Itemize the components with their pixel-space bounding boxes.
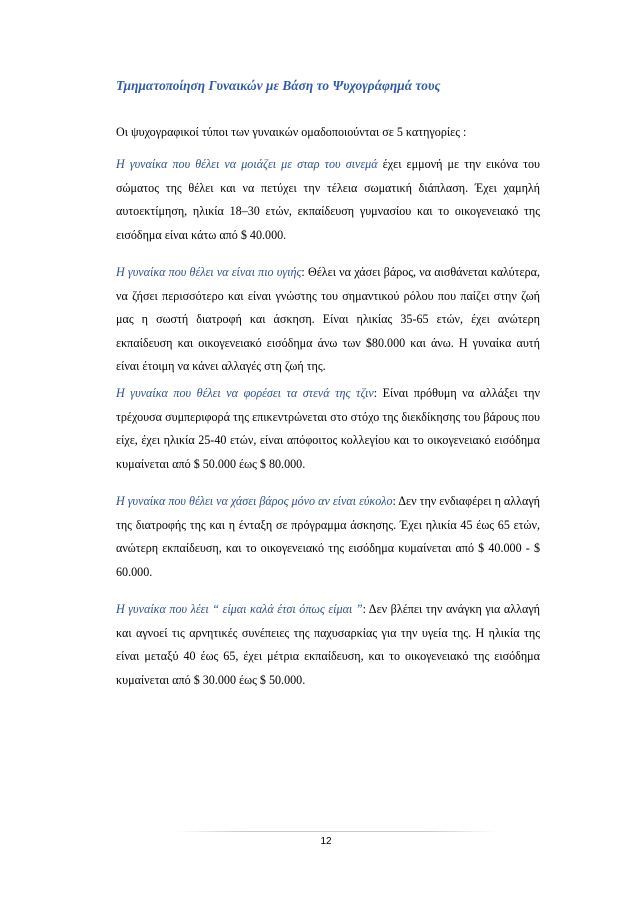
footer-divider — [176, 831, 496, 832]
paragraph-body: : Είναι πρόθυμη να αλλάξει την τρέχουσα συμπεριφορά της επικεντρώνεται στο στόχο της διεκδίκησης του βάρους που είχε, έχει ηλικία 25-40 ετών, είναι απόφοιτος κολλεγίου και το οικογενειακό εισόδημα κυμαίνεται από $ 50.000 έως $ 80.000. — [116, 386, 540, 471]
paragraph-lead: Η γυναίκα που θέλει να φορέσει τα στενά της τζιν — [116, 386, 374, 400]
paragraph-easy-type — [116, 490, 540, 584]
paragraph-jeans-type — [116, 382, 540, 476]
paragraph-lead: Η γυναίκα που λέει “ είμαι καλά έτσι όπως είμαι ” — [116, 602, 363, 616]
paragraph-lead: Η γυναίκα που θέλει να χάσει βάρος μόνο αν είναι εύκολο — [116, 494, 393, 508]
paragraph-star-type — [116, 153, 540, 247]
paragraph-body: : Δεν βλέπει την ανάγκη για αλλαγή και αγνοεί τις αρνητικές συνέπειες της παχυσαρκίας για την υγεία της. Η ηλικία της είναι μεταξύ 40 έως 65, έχει μέτρια εκπαίδευση, και το οικογενειακό της εισόδημα κυμαίνεται από $ 30.000 έως $ 50.000. — [116, 602, 540, 687]
intro-sentence: Οι ψυχογραφικοί τύποι των γυναικών ομαδοποιούνται σε 5 κατηγορίες : — [116, 125, 467, 139]
page-number: 12 — [320, 836, 332, 847]
section-heading: Τμηματοποίηση Γυναικών με Βάση το Ψυχογράφημά τους — [116, 78, 441, 93]
paragraph-healthy-type — [116, 261, 540, 379]
paragraph-lead: Η γυναίκα που θέλει να μοιάζει με σταρ του σινεμά — [116, 157, 378, 171]
paragraph-body: : Θέλει να χάσει βάρος, να αισθάνεται καλύτερα, να ζήσει περισσότερο και είναι γνώστης του σημαντικού ρόλου που παίζει στην ζωή μας η σωστή διατροφή και άσκηση. Είναι ηλικίας 35-65 ετών, έχει ανώτερη εκπαίδευση και οικογενειακό εισόδημα άνω των $80.000 και άνω. Η γυναίκα αυτή είναι έτοιμη να κάνει αλλαγές στη ζωή της. — [116, 265, 541, 373]
paragraph-content-type — [116, 598, 540, 692]
paragraph-body: έχει εμμονή με την εικόνα του σώματος της θέλει και να πετύχει την τέλεια σωματική διάπλαση. Έχει χαμηλή αυτοεκτίμηση, ηλικία 18–30 ετών, εκπαίδευση γυμνασίου και το οικογενειακό της εισόδημα είναι κάτω από $ 40.000. — [116, 157, 540, 242]
paragraph-lead: Η γυναίκα που θέλει να είναι πιο υγιής — [116, 265, 302, 279]
paragraph-body: : Δεν την ενδιαφέρει η αλλαγή της διατροφής της και η ένταξη σε πρόγραμμα άσκησης. Έχει ηλικία 45 έως 65 ετών, ανώτερη εκπαίδευση, και το οικογενειακό της εισόδημα κυμαίνεται από $ 40.000 - $ 60.000. — [116, 494, 540, 579]
